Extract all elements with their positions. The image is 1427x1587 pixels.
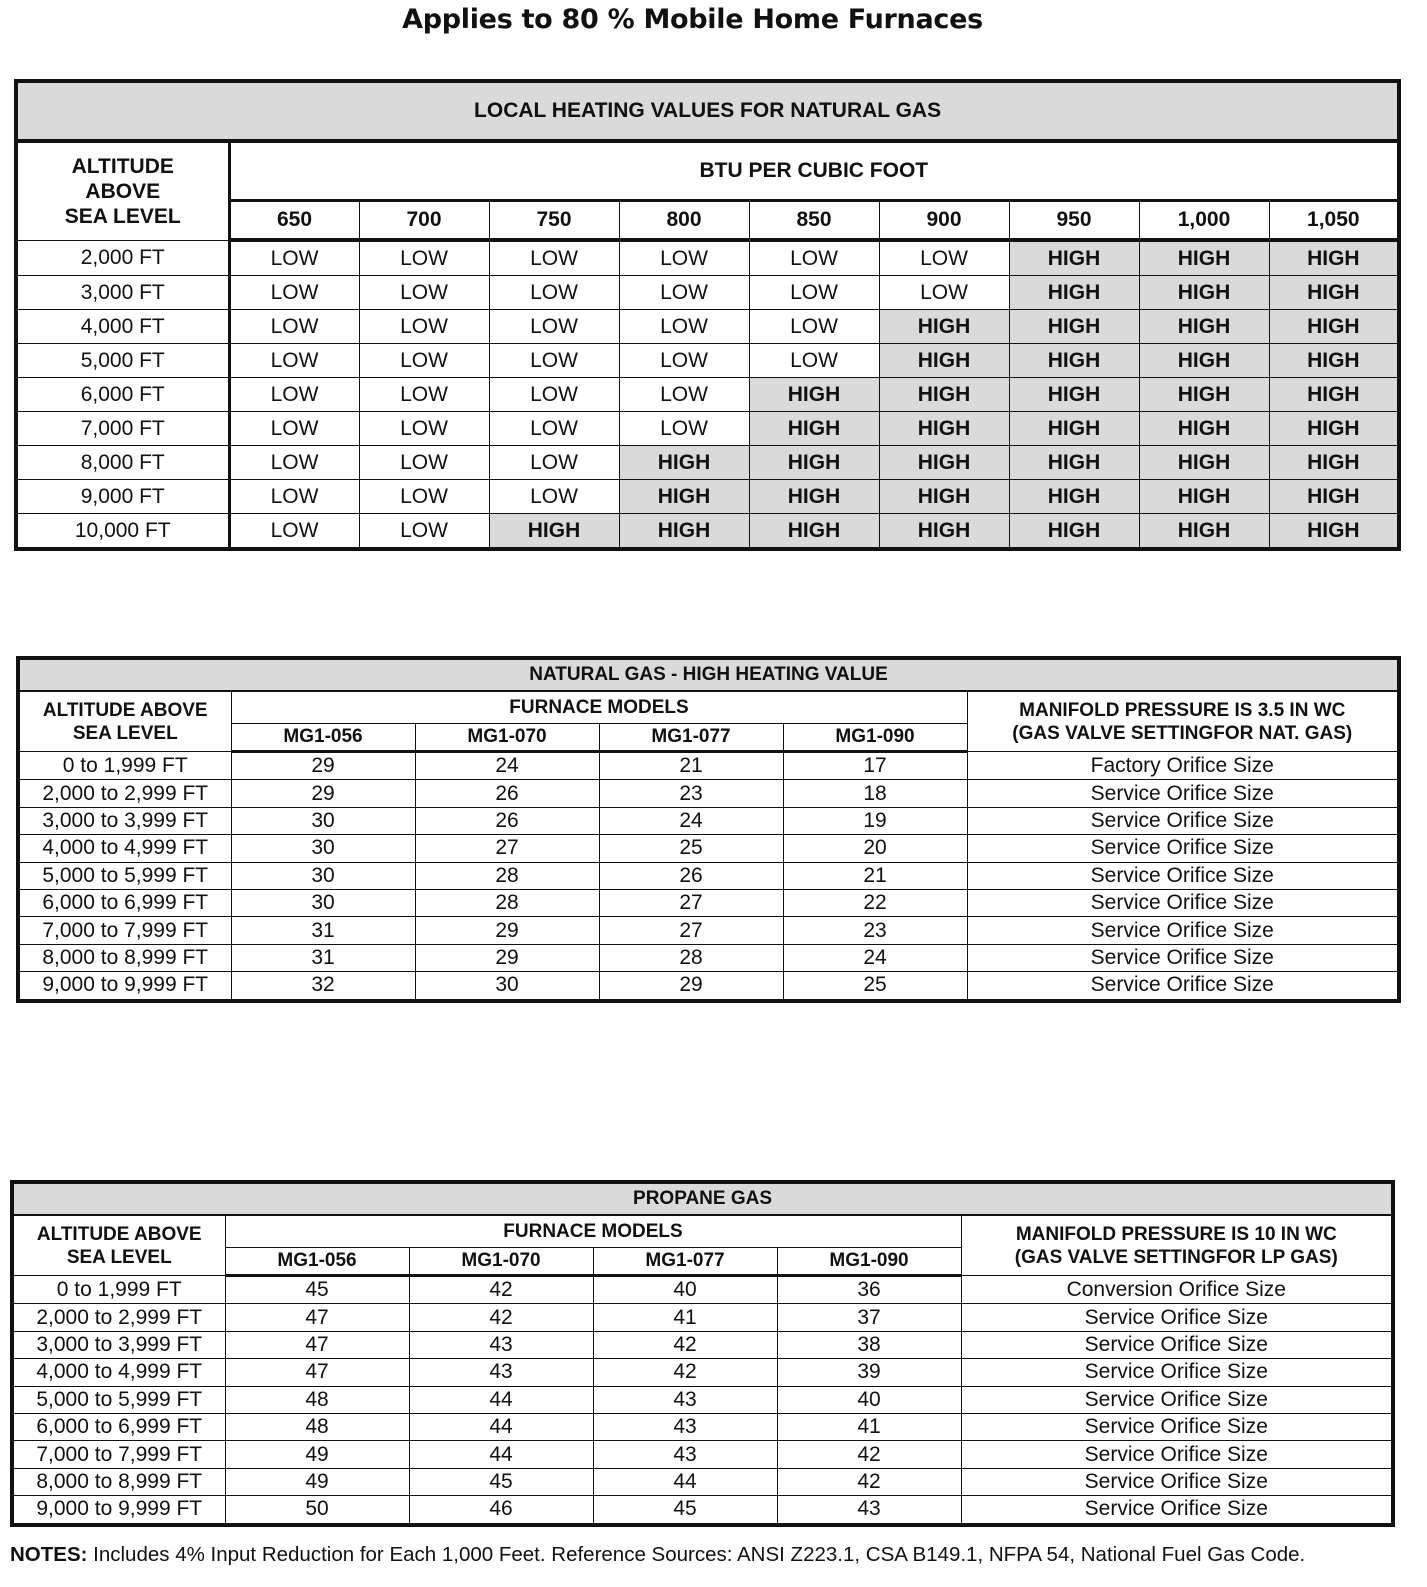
heating-value-cell: LOW [359,240,489,276]
table-row [12,1331,1393,1358]
heating-value-cell: LOW [619,276,749,310]
model-header: MG1-056 [225,1248,409,1276]
heating-value-cell: HIGH [1139,480,1269,514]
table-row [16,344,1399,378]
orifice-size-cell: 28 [415,889,599,916]
orifice-size-cell: 48 [225,1386,409,1413]
orifice-note-cell: Service Orifice Size [967,835,1399,862]
orifice-note-cell: Service Orifice Size [967,780,1399,807]
table-row [18,917,1399,944]
heating-value-cell: HIGH [1139,378,1269,412]
model-header: MG1-077 [593,1248,777,1276]
orifice-size-cell: 42 [777,1441,961,1468]
heating-value-cell: HIGH [879,514,1009,550]
table-row [16,240,1399,276]
orifice-size-cell: 38 [777,1331,961,1358]
orifice-size-cell: 26 [415,807,599,834]
heating-value-cell: LOW [489,480,619,514]
orifice-note-cell: Service Orifice Size [961,1413,1393,1440]
altitude-cell: 6,000 to 6,999 FT [12,1413,225,1440]
heating-value-cell: LOW [359,276,489,310]
table-row [18,807,1399,834]
orifice-size-cell: 43 [593,1413,777,1440]
orifice-size-cell: 25 [599,835,783,862]
heating-value-cell: HIGH [1139,446,1269,480]
orifice-size-cell: 27 [599,917,783,944]
heating-value-cell: LOW [749,310,879,344]
furnace-models-header: FURNACE MODELS [231,691,967,724]
altitude-cell: 8,000 FT [16,446,229,480]
altitude-cell: 9,000 FT [16,480,229,514]
heating-value-cell: HIGH [749,514,879,550]
orifice-size-cell: 45 [409,1468,593,1495]
btu-column-header: 650 [229,201,359,241]
orifice-size-cell: 42 [777,1468,961,1495]
altitude-cell: 6,000 to 6,999 FT [18,889,231,916]
orifice-size-cell: 44 [409,1386,593,1413]
heating-value-cell: LOW [229,276,359,310]
natural-gas-heating-values-table [14,79,1401,551]
table-row [16,276,1399,310]
heating-value-cell: HIGH [1269,378,1399,412]
orifice-size-cell: 31 [231,917,415,944]
table-banner: PROPANE GAS [12,1182,1393,1215]
table-row [18,780,1399,807]
orifice-size-cell: 29 [415,917,599,944]
altitude-header: ALTITUDE ABOVE SEA LEVEL [12,1215,225,1276]
altitude-cell: 7,000 to 7,999 FT [12,1441,225,1468]
propane-gas-table [10,1180,1395,1527]
heating-value-cell: HIGH [1009,344,1139,378]
table-row [12,1276,1393,1304]
btu-column-header: 750 [489,201,619,241]
orifice-size-cell: 30 [231,889,415,916]
heating-value-cell: HIGH [879,344,1009,378]
orifice-size-cell: 25 [783,972,967,1001]
btu-column-header: 1,000 [1139,201,1269,241]
table-row [12,1413,1393,1440]
altitude-cell: 2,000 FT [16,240,229,276]
heating-value-cell: HIGH [1009,310,1139,344]
heating-value-cell: LOW [489,310,619,344]
orifice-note-cell: Service Orifice Size [961,1331,1393,1358]
orifice-size-cell: 23 [783,917,967,944]
heating-value-cell: HIGH [619,480,749,514]
altitude-cell: 4,000 to 4,999 FT [12,1359,225,1386]
orifice-note-cell: Service Orifice Size [967,972,1399,1001]
table-banner: LOCAL HEATING VALUES FOR NATURAL GAS [16,81,1399,141]
model-header: MG1-056 [231,724,415,752]
orifice-size-cell: 24 [415,752,599,780]
orifice-size-cell: 40 [777,1386,961,1413]
orifice-size-cell: 17 [783,752,967,780]
heating-value-cell: LOW [359,514,489,550]
model-header: MG1-077 [599,724,783,752]
heating-value-cell: HIGH [1009,276,1139,310]
orifice-size-cell: 46 [409,1496,593,1525]
table-row [16,514,1399,550]
btu-column-header: 1,050 [1269,201,1399,241]
orifice-size-cell: 47 [225,1304,409,1331]
altitude-cell: 7,000 to 7,999 FT [18,917,231,944]
orifice-size-cell: 42 [409,1304,593,1331]
orifice-size-cell: 49 [225,1441,409,1468]
orifice-size-cell: 29 [231,752,415,780]
heating-value-cell: HIGH [1139,310,1269,344]
orifice-size-cell: 31 [231,944,415,971]
table-row [12,1304,1393,1331]
btu-column-header: 700 [359,201,489,241]
altitude-header: ALTITUDE ABOVE SEA LEVEL [16,141,229,240]
heating-value-cell: HIGH [1009,240,1139,276]
heating-value-cell: LOW [749,240,879,276]
table-row [18,752,1399,780]
heating-value-cell: HIGH [1009,446,1139,480]
heating-value-cell: LOW [489,446,619,480]
orifice-note-cell: Conversion Orifice Size [961,1276,1393,1304]
orifice-size-cell: 47 [225,1331,409,1358]
orifice-size-cell: 43 [777,1496,961,1525]
heating-value-cell: HIGH [879,446,1009,480]
orifice-size-cell: 24 [599,807,783,834]
heating-value-cell: LOW [619,344,749,378]
orifice-size-cell: 48 [225,1413,409,1440]
btu-column-header: 850 [749,201,879,241]
notes-text: Includes 4% Input Reduction for Each 1,000 Feet. Reference Sources: ANSI Z223.1, CSA B149.1, NFPA 54, National Fuel Gas Code. [87,1543,1306,1566]
orifice-size-cell: 30 [231,807,415,834]
orifice-size-cell: 42 [409,1276,593,1304]
heating-value-cell: LOW [359,480,489,514]
heating-value-cell: LOW [619,240,749,276]
orifice-size-cell: 41 [777,1413,961,1440]
manifold-pressure-header: MANIFOLD PRESSURE IS 3.5 IN WC (GAS VALVE SETTINGFOR NAT. GAS) [967,691,1399,752]
orifice-size-cell: 28 [415,862,599,889]
heating-value-cell: HIGH [1009,412,1139,446]
orifice-size-cell: 27 [415,835,599,862]
orifice-size-cell: 45 [593,1496,777,1525]
orifice-size-cell: 43 [409,1359,593,1386]
orifice-size-cell: 43 [409,1331,593,1358]
heating-value-cell: LOW [489,276,619,310]
heating-value-cell: HIGH [749,412,879,446]
orifice-size-cell: 50 [225,1496,409,1525]
heating-value-cell: HIGH [619,514,749,550]
heating-value-cell: LOW [359,344,489,378]
orifice-size-cell: 47 [225,1359,409,1386]
heating-value-cell: LOW [359,446,489,480]
orifice-size-cell: 23 [599,780,783,807]
btu-column-header: 800 [619,201,749,241]
heating-value-cell: HIGH [1269,240,1399,276]
heating-value-cell: LOW [749,276,879,310]
orifice-size-cell: 42 [593,1359,777,1386]
heating-value-cell: LOW [489,344,619,378]
table-row [18,972,1399,1001]
heating-value-cell: LOW [229,514,359,550]
orifice-size-cell: 40 [593,1276,777,1304]
heating-value-cell: HIGH [1269,276,1399,310]
btu-header: BTU PER CUBIC FOOT [229,141,1399,201]
orifice-note-cell: Service Orifice Size [967,917,1399,944]
table-row [12,1441,1393,1468]
orifice-size-cell: 19 [783,807,967,834]
altitude-cell: 0 to 1,999 FT [18,752,231,780]
altitude-header: ALTITUDE ABOVE SEA LEVEL [18,691,231,752]
orifice-size-cell: 44 [409,1413,593,1440]
altitude-cell: 3,000 to 3,999 FT [18,807,231,834]
natural-gas-high-heating-value-table [16,656,1401,1003]
altitude-cell: 0 to 1,999 FT [12,1276,225,1304]
model-header: MG1-070 [409,1248,593,1276]
orifice-note-cell: Service Orifice Size [961,1441,1393,1468]
orifice-size-cell: 28 [599,944,783,971]
heating-value-cell: HIGH [879,378,1009,412]
heating-value-cell: LOW [359,378,489,412]
heating-value-cell: HIGH [1269,310,1399,344]
orifice-note-cell: Service Orifice Size [967,862,1399,889]
heating-value-cell: HIGH [879,412,1009,446]
heating-value-cell: LOW [229,480,359,514]
heating-value-cell: HIGH [489,514,619,550]
heating-value-cell: HIGH [1009,480,1139,514]
orifice-size-cell: 22 [783,889,967,916]
furnace-models-header: FURNACE MODELS [225,1215,961,1248]
table-row [18,944,1399,971]
table-row [18,835,1399,862]
orifice-size-cell: 21 [783,862,967,889]
heating-value-cell: HIGH [1009,378,1139,412]
heating-value-cell: LOW [229,412,359,446]
altitude-cell: 5,000 to 5,999 FT [18,862,231,889]
heating-value-cell: HIGH [1269,446,1399,480]
heating-value-cell: HIGH [1139,344,1269,378]
orifice-size-cell: 43 [593,1441,777,1468]
heating-value-cell: HIGH [1139,514,1269,550]
orifice-size-cell: 29 [599,972,783,1001]
document-title: Applies to 80 % Mobile Home Furnaces [402,4,983,35]
orifice-note-cell: Service Orifice Size [967,889,1399,916]
heating-value-cell: LOW [229,446,359,480]
heating-value-cell: HIGH [1269,480,1399,514]
heating-value-cell: LOW [359,310,489,344]
heating-value-cell: LOW [229,310,359,344]
table-row [16,412,1399,446]
orifice-note-cell: Service Orifice Size [967,944,1399,971]
altitude-cell: 2,000 to 2,999 FT [18,780,231,807]
orifice-size-cell: 37 [777,1304,961,1331]
orifice-size-cell: 42 [593,1331,777,1358]
orifice-size-cell: 32 [231,972,415,1001]
heating-value-cell: LOW [489,240,619,276]
altitude-cell: 5,000 FT [16,344,229,378]
table-row [16,480,1399,514]
orifice-note-cell: Service Orifice Size [961,1304,1393,1331]
orifice-size-cell: 27 [599,889,783,916]
orifice-size-cell: 49 [225,1468,409,1495]
altitude-cell: 9,000 to 9,999 FT [18,972,231,1001]
model-header: MG1-090 [777,1248,961,1276]
btu-column-header: 900 [879,201,1009,241]
heating-value-cell: LOW [749,344,879,378]
table-row [18,889,1399,916]
table-row [12,1468,1393,1495]
orifice-size-cell: 18 [783,780,967,807]
orifice-size-cell: 26 [415,780,599,807]
heating-value-cell: LOW [229,344,359,378]
heating-value-cell: LOW [619,310,749,344]
orifice-note-cell: Service Orifice Size [961,1386,1393,1413]
heating-value-cell: LOW [619,378,749,412]
table-row [16,378,1399,412]
orifice-size-cell: 44 [409,1441,593,1468]
altitude-cell: 4,000 to 4,999 FT [18,835,231,862]
heating-value-cell: HIGH [619,446,749,480]
orifice-size-cell: 24 [783,944,967,971]
heating-value-cell: LOW [489,412,619,446]
heating-value-cell: HIGH [879,310,1009,344]
orifice-size-cell: 36 [777,1276,961,1304]
orifice-size-cell: 21 [599,752,783,780]
orifice-size-cell: 26 [599,862,783,889]
heating-value-cell: LOW [359,412,489,446]
table-row [12,1496,1393,1525]
orifice-size-cell: 20 [783,835,967,862]
table-banner: NATURAL GAS - HIGH HEATING VALUE [18,658,1399,691]
heating-value-cell: HIGH [879,480,1009,514]
model-header: MG1-070 [415,724,599,752]
altitude-cell: 3,000 FT [16,276,229,310]
table-row [12,1359,1393,1386]
heating-value-cell: LOW [229,240,359,276]
heating-value-cell: LOW [619,412,749,446]
heating-value-cell: LOW [879,276,1009,310]
heating-value-cell: HIGH [1139,276,1269,310]
heating-value-cell: HIGH [1269,412,1399,446]
orifice-note-cell: Service Orifice Size [961,1359,1393,1386]
orifice-size-cell: 29 [415,944,599,971]
heating-value-cell: LOW [229,378,359,412]
altitude-cell: 8,000 to 8,999 FT [18,944,231,971]
table-row [12,1386,1393,1413]
footnote [10,1543,1305,1567]
altitude-cell: 3,000 to 3,999 FT [12,1331,225,1358]
altitude-cell: 4,000 FT [16,310,229,344]
altitude-cell: 9,000 to 9,999 FT [12,1496,225,1525]
orifice-size-cell: 45 [225,1276,409,1304]
heating-value-cell: HIGH [1269,514,1399,550]
altitude-cell: 7,000 FT [16,412,229,446]
table-row [16,310,1399,344]
orifice-size-cell: 43 [593,1386,777,1413]
altitude-cell: 5,000 to 5,999 FT [12,1386,225,1413]
heating-value-cell: HIGH [1139,412,1269,446]
orifice-size-cell: 41 [593,1304,777,1331]
heating-value-cell: HIGH [1139,240,1269,276]
manifold-pressure-header: MANIFOLD PRESSURE IS 10 IN WC (GAS VALVE SETTINGFOR LP GAS) [961,1215,1393,1276]
heating-value-cell: HIGH [1269,344,1399,378]
orifice-note-cell: Factory Orifice Size [967,752,1399,780]
table-row [18,862,1399,889]
model-header: MG1-090 [783,724,967,752]
heating-value-cell: LOW [489,378,619,412]
btu-column-header: 950 [1009,201,1139,241]
orifice-size-cell: 30 [415,972,599,1001]
heating-value-cell: HIGH [749,446,879,480]
heating-value-cell: HIGH [1009,514,1139,550]
table-row [16,446,1399,480]
altitude-cell: 10,000 FT [16,514,229,550]
orifice-note-cell: Service Orifice Size [967,807,1399,834]
orifice-note-cell: Service Orifice Size [961,1468,1393,1495]
altitude-cell: 2,000 to 2,999 FT [12,1304,225,1331]
orifice-size-cell: 44 [593,1468,777,1495]
heating-value-cell: HIGH [749,378,879,412]
heating-value-cell: HIGH [749,480,879,514]
orifice-size-cell: 30 [231,862,415,889]
altitude-cell: 6,000 FT [16,378,229,412]
orifice-size-cell: 30 [231,835,415,862]
altitude-cell: 8,000 to 8,999 FT [12,1468,225,1495]
orifice-size-cell: 29 [231,780,415,807]
notes-label: NOTES: [10,1543,88,1566]
orifice-note-cell: Service Orifice Size [961,1496,1393,1525]
heating-value-cell: LOW [879,240,1009,276]
orifice-size-cell: 39 [777,1359,961,1386]
